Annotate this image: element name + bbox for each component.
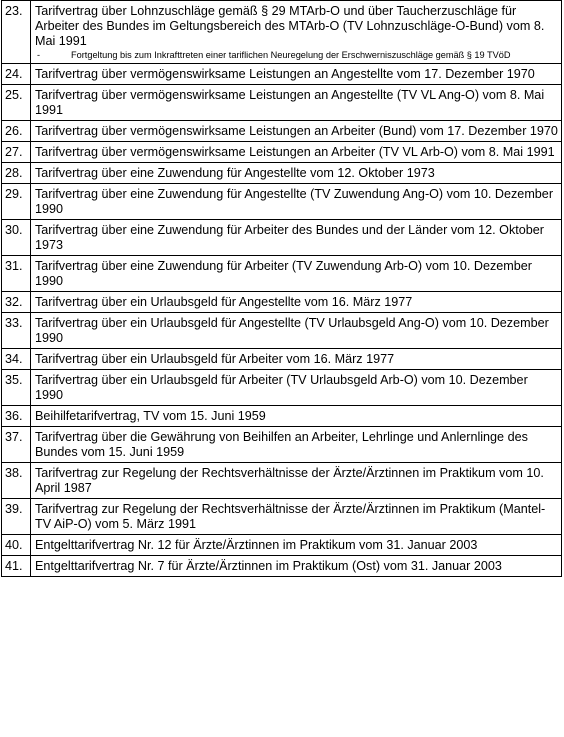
row-number: 27. bbox=[2, 142, 31, 163]
row-cell bbox=[31, 1, 562, 64]
row-number: 36. bbox=[2, 406, 31, 427]
row-text: Tarifvertrag über Lohnzuschläge gemäß § 29 MTArb-O und über Taucherzuschläge für Arbeiter des Bundes im Geltungsbereich des MTArb-O (TV Lohnzuschläge-O-Bund) vom 8. Mai 1991 bbox=[35, 4, 545, 48]
table-row bbox=[2, 220, 562, 256]
table-row bbox=[2, 313, 562, 349]
row-text: Tarifvertrag über ein Urlaubsgeld für Arbeiter vom 16. März 1977 bbox=[31, 349, 562, 370]
row-text: Tarifvertrag über die Gewährung von Beihilfen an Arbeiter, Lehrlinge und Anlernlinge des Bundes vom 15. Juni 1959 bbox=[31, 427, 562, 463]
row-number: 25. bbox=[2, 85, 31, 121]
row-text: Tarifvertrag über ein Urlaubsgeld für Angestellte (TV Urlaubsgeld Ang-O) vom 10. Dezember 1990 bbox=[31, 313, 562, 349]
row-number: 40. bbox=[2, 535, 31, 556]
sub-item bbox=[35, 50, 558, 61]
row-text: Tarifvertrag über vermögenswirksame Leistungen an Arbeiter (Bund) vom 17. Dezember 1970 bbox=[31, 121, 562, 142]
row-text: Tarifvertrag zur Regelung der Rechtsverhältnisse der Ärzte/Ärztinnen im Praktikum vom 10. April 1987 bbox=[31, 463, 562, 499]
table-row bbox=[2, 499, 562, 535]
table-row bbox=[2, 349, 562, 370]
table-row bbox=[2, 163, 562, 184]
row-number: 32. bbox=[2, 292, 31, 313]
row-text: Entgelttarifvertrag Nr. 7 für Ärzte/Ärztinnen im Praktikum (Ost) vom 31. Januar 2003 bbox=[31, 556, 562, 577]
table-row bbox=[2, 64, 562, 85]
row-text: Tarifvertrag über vermögenswirksame Leistungen an Arbeiter (TV VL Arb-O) vom 8. Mai 1991 bbox=[31, 142, 562, 163]
row-text: Beihilfetarifvertrag, TV vom 15. Juni 1959 bbox=[31, 406, 562, 427]
row-number: 41. bbox=[2, 556, 31, 577]
table-row bbox=[2, 556, 562, 577]
agreements-table bbox=[1, 0, 562, 577]
table-row bbox=[2, 121, 562, 142]
row-number: 24. bbox=[2, 64, 31, 85]
row-text: Tarifvertrag über ein Urlaubsgeld für Angestellte vom 16. März 1977 bbox=[31, 292, 562, 313]
row-text: Tarifvertrag über eine Zuwendung für Arbeiter des Bundes und der Länder vom 12. Oktober 1973 bbox=[31, 220, 562, 256]
table-row bbox=[2, 184, 562, 220]
row-text: Tarifvertrag über vermögenswirksame Leistungen an Angestellte vom 17. Dezember 1970 bbox=[31, 64, 562, 85]
table-row bbox=[2, 535, 562, 556]
table-row bbox=[2, 85, 562, 121]
sub-item-bullet: - bbox=[37, 50, 41, 60]
row-number: 38. bbox=[2, 463, 31, 499]
row-text: Tarifvertrag über ein Urlaubsgeld für Arbeiter (TV Urlaubsgeld Arb-O) vom 10. Dezember 1990 bbox=[31, 370, 562, 406]
row-text: Entgelttarifvertrag Nr. 12 für Ärzte/Ärztinnen im Praktikum vom 31. Januar 2003 bbox=[31, 535, 562, 556]
row-text: Tarifvertrag über eine Zuwendung für Angestellte vom 12. Oktober 1973 bbox=[31, 163, 562, 184]
row-number: 39. bbox=[2, 499, 31, 535]
row-number: 26. bbox=[2, 121, 31, 142]
table-row bbox=[2, 256, 562, 292]
agreements-table-body bbox=[2, 1, 562, 577]
table-row bbox=[2, 406, 562, 427]
row-text: Tarifvertrag über eine Zuwendung für Arbeiter (TV Zuwendung Arb-O) vom 10. Dezember 1990 bbox=[31, 256, 562, 292]
row-number: 33. bbox=[2, 313, 31, 349]
row-number: 23. bbox=[2, 1, 31, 64]
table-row bbox=[2, 463, 562, 499]
row-number: 28. bbox=[2, 163, 31, 184]
table-row bbox=[2, 292, 562, 313]
row-number: 37. bbox=[2, 427, 31, 463]
row-number: 31. bbox=[2, 256, 31, 292]
row-number: 34. bbox=[2, 349, 31, 370]
table-row bbox=[2, 1, 562, 64]
row-number: 29. bbox=[2, 184, 31, 220]
row-number: 35. bbox=[2, 370, 31, 406]
table-row bbox=[2, 142, 562, 163]
row-text: Tarifvertrag über vermögenswirksame Leistungen an Angestellte (TV VL Ang-O) vom 8. Mai 1991 bbox=[31, 85, 562, 121]
row-text: Tarifvertrag zur Regelung der Rechtsverhältnisse der Ärzte/Ärztinnen im Praktikum (Mantel-TV AiP-O) vom 5. März 1991 bbox=[31, 499, 562, 535]
row-text: Tarifvertrag über eine Zuwendung für Angestellte (TV Zuwendung Ang-O) vom 10. Dezember 1990 bbox=[31, 184, 562, 220]
table-row bbox=[2, 427, 562, 463]
table-row bbox=[2, 370, 562, 406]
row-number: 30. bbox=[2, 220, 31, 256]
sub-item-text: Fortgeltung bis zum Inkrafttreten einer tariflichen Neuregelung der Erschwerniszuschläge gemäß § 19 TVöD bbox=[71, 50, 511, 60]
